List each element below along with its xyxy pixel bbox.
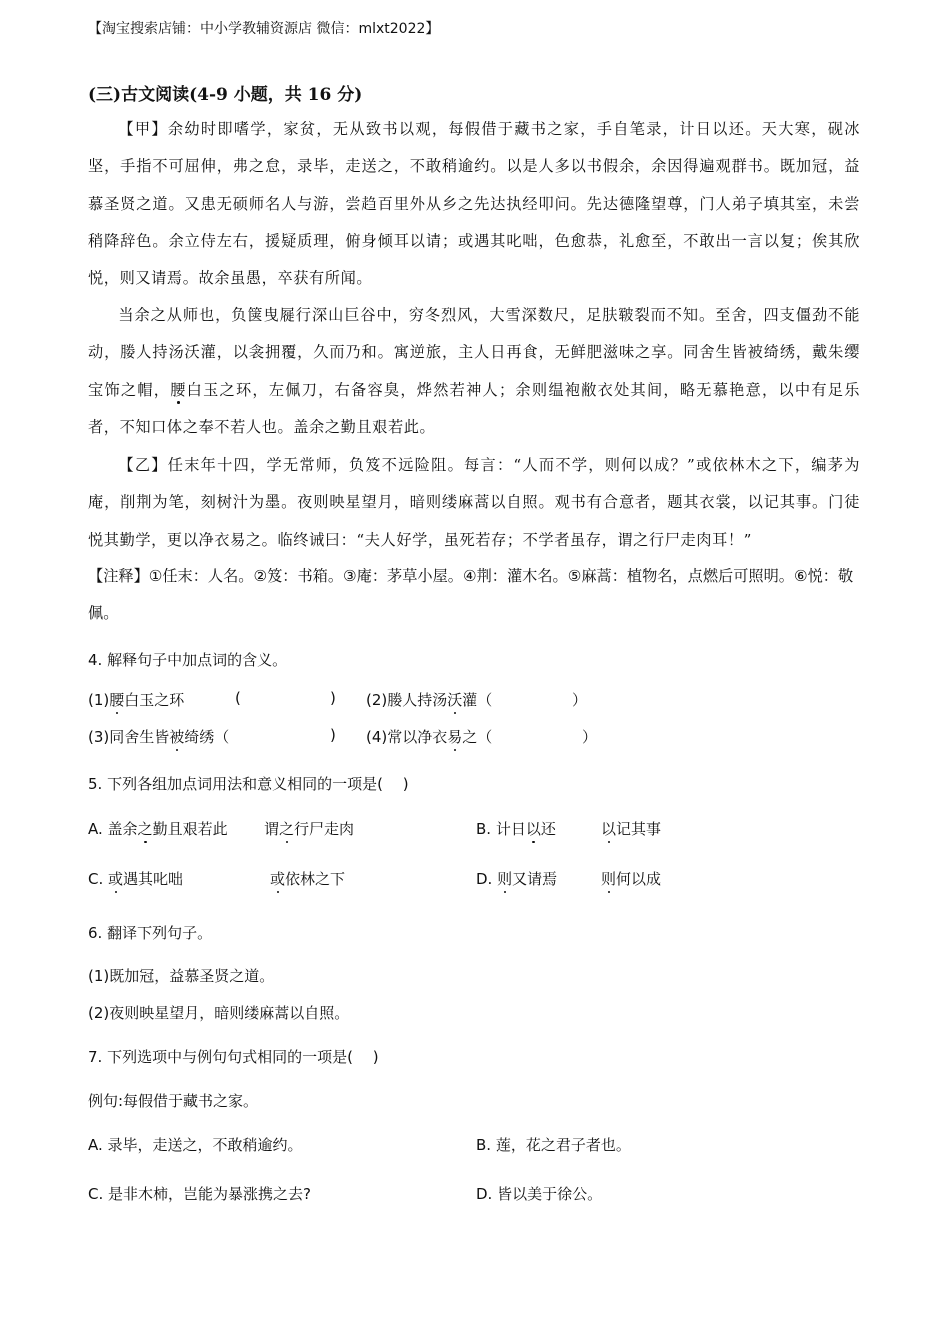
q7-example: 例句:每假借于藏书之家。 [88,1092,259,1110]
passage-yi: 【乙】任末年十四，学无常师，负笈不远险阻。每言：“人而不学，则何以成？”或依林木之下，编茅为庵，削荆为笔，刻树汁为墨。夜则映星望月，暗则缕麻蒿以自照。观书有合意者，题其衣裳，以记其事。门徒悦其勤学，更以净衣易之。临终诫曰：“夫人好学，虽死若存；不学者虽存，谓之行尸走肉耳！” [88,456,860,549]
q7-option-a: A. 录毕，走送之，不敢稍逾约。 [88,1136,303,1154]
answer-blank-open: ( [235,689,241,707]
top-banner: 【淘宝搜索店铺：中小学教辅资源店 微信：mlxt2022】 [88,21,440,37]
dotted-word: 以 [525,820,541,838]
dotted-word: 沃 [447,691,463,709]
q5-option-a-2: 谓之行尸走肉 [264,820,355,838]
section-title: (三)古文阅读(4-9 小题，共 16 分) [88,85,363,105]
dotted-word: 或 [108,870,124,888]
dotted-word: 或 [270,870,286,888]
dotted-word: 易 [447,728,463,746]
q5-option-d-2: 则何以成 [601,870,662,888]
answer-blank-close: ） [582,728,598,746]
q4-item-4: (4)常以净衣易之（ [366,728,493,746]
dotted-word: 则 [497,870,513,888]
q4-item-1: (1)腰白玉之环 [88,691,185,709]
q5-option-c: C. 或遇其叱咄 [88,870,184,888]
q5-option-b-2: 以记其事 [601,820,662,838]
q4-stem: 4. 解释句子中加点词的含义。 [88,651,288,669]
q7-stem: 7. 下列选项中与例句句式相同的一项是( ) [88,1048,379,1066]
dotted-word: 被 [169,728,185,746]
q4-item-2: (2)媵人持汤沃灌（ [366,691,493,709]
passage-text: 当余之从师也，负箧曳屣行深山巨谷中，穷冬烈风，大雪深数尺，足肤皲裂而不知。至舍，四支僵劲不能动，媵人持汤沃灌，以衾拥覆，久而乃和。寓逆旅，主人日再食，无鲜肥滋味之享。同舍生皆被绮绣，戴朱缨宝饰之帽， [88,306,860,399]
dotted-word: 之 [279,820,295,838]
answer-blank-close: ) [330,726,336,744]
dotted-word: 则 [601,870,617,888]
annotations: 【注释】①任末：人名。②笈：书箱。③庵：茅草小屋。④荆：灌木名。⑤麻蒿：植物名，点燃后可照明。⑥悦：敬佩。 [88,567,854,623]
q7-option-b: B. 莲，花之君子者也。 [476,1136,631,1154]
q5-option-c-2: 或依林之下 [270,870,346,888]
answer-blank-close: ） [572,691,588,709]
dotted-word: 腰 [109,691,125,709]
passage-text: 白玉之环，左佩刀，右备容臭，烨然若神人；余则缊袍敝衣处其间，略无慕艳意，以中有足乐者，不知口体之奉不若人也。盖余之勤且艰若此。 [88,380,861,436]
q7-option-d: D. 皆以美于徐公。 [476,1185,603,1203]
q6-sentence-2: (2)夜则映星望月，暗则缕麻蒿以自照。 [88,1004,350,1022]
passage-jia-paragraph-2 [88,297,860,446]
passage-jia-paragraph-1: 【甲】余幼时即嗜学，家贫，无从致书以观，每假借于藏书之家，手自笔录，计日以还。天大寒，砚冰坚，手指不可屈伸，弗之怠，录毕，走送之，不敢稍逾约。以是人多以书假余，余因得遍观群书。既加冠，益慕圣贤之道。又患无硕师名人与游，尝趋百里外从乡之先达执经叩问。先达德隆望尊，门人弟子填其室，未尝稍降辞色。余立侍左右，援疑质理，俯身倾耳以请；或遇其叱咄，色愈恭，礼愈至，不敢出一言以复；俟其欣悦，则又请焉。故余虽愚，卒获有所闻。 [88,120,860,288]
q5-option-d: D. 则又请焉 [476,870,558,888]
q5-option-b: B. 计日以还 [476,820,556,838]
q4-item-3: (3)同舍生皆被绮绣（ [88,728,230,746]
q5-option-a: A. 盖余之勤且艰若此 [88,820,228,838]
dotted-word: 腰 [170,380,187,399]
q6-sentence-1: (1)既加冠，益慕圣贤之道。 [88,967,275,985]
q7-option-c: C. 是非木柿，岂能为暴涨携之去? [88,1185,311,1203]
answer-blank-close: ) [330,689,336,707]
q5-stem: 5. 下列各组加点词用法和意义相同的一项是( ) [88,775,409,793]
dotted-word: 以 [601,820,617,838]
dotted-word: 之 [137,820,153,838]
q6-stem: 6. 翻译下列句子。 [88,924,213,942]
